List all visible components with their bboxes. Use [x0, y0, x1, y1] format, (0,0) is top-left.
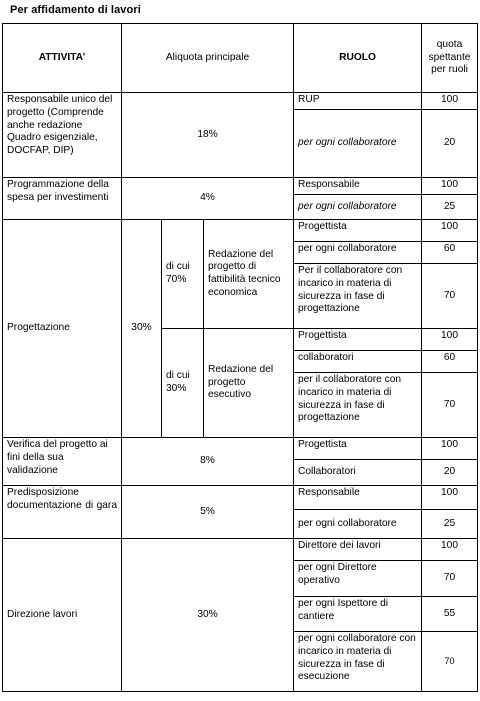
activity-direzione: Direzione lavori — [3, 539, 122, 692]
role-cell: per il collaboratore con incarico in materia di sicurezza in fase di progettazione — [294, 373, 422, 438]
rate-progettazione: 30% — [122, 220, 162, 438]
quota-cell: 100 — [422, 220, 478, 242]
role-cell: Progettista — [294, 438, 422, 460]
role-cell: per ogni Direttore operativo — [294, 561, 422, 597]
activity-predisposizione: Predisposizione documentazione di gara — [3, 486, 122, 539]
table-row — [3, 486, 478, 510]
quota-cell: 55 — [422, 597, 478, 632]
role-cell: per ogni Ispettore di cantiere — [294, 597, 422, 632]
page-title: Per affidamento di lavori — [10, 4, 141, 16]
quota-cell: 60 — [422, 242, 478, 264]
role-cell: collaboratori — [294, 351, 422, 373]
role-cell: Progettista — [294, 220, 422, 242]
header-attivita: ATTIVITA’ — [3, 24, 122, 93]
role-cell: per ogni collaboratore — [294, 195, 422, 220]
quota-cell: 100 — [422, 438, 478, 460]
header-ruolo: RUOLO — [294, 24, 422, 93]
table-row — [3, 178, 478, 195]
quota-cell: 100 — [422, 486, 478, 510]
rate-verifica: 8% — [122, 438, 294, 486]
quota-cell: 100 — [422, 93, 478, 110]
subrate-30: di cui 30% — [162, 329, 204, 438]
role-cell: Progettista — [294, 329, 422, 351]
quota-cell: 25 — [422, 510, 478, 539]
quota-cell: 70 — [422, 373, 478, 438]
role-cell: Responsabile — [294, 178, 422, 195]
table-row — [3, 539, 478, 561]
sub-desc-esecutivo: Redazione del progetto esecutivo — [204, 329, 294, 438]
quota-cell: 70 — [422, 561, 478, 597]
role-cell: Collaboratori — [294, 460, 422, 486]
header-quota: quota spettante per ruoli — [422, 24, 478, 93]
role-cell: per ogni collaboratore — [294, 242, 422, 264]
table-header-row — [3, 24, 478, 93]
quota-cell: 20 — [422, 460, 478, 486]
role-cell: Direttore dei lavori — [294, 539, 422, 561]
role-cell: per ogni collaboratore — [294, 110, 422, 178]
rate-predisposizione: 5% — [122, 486, 294, 539]
role-cell: RUP — [294, 93, 422, 110]
role-cell: per ogni collaboratore — [294, 510, 422, 539]
quota-cell: 70 — [422, 632, 478, 692]
quota-cell: 20 — [422, 110, 478, 178]
table-row — [3, 438, 478, 460]
activity-verifica: Verifica del progetto ai fini della sua validazione — [3, 438, 122, 486]
role-cell: per ogni collaboratore con incarico in materia di sicurezza in fase di esecuzione — [294, 632, 422, 692]
subrate-70: di cui 70% — [162, 220, 204, 329]
quota-cell: 25 — [422, 195, 478, 220]
quota-cell: 70 — [422, 264, 478, 329]
compensation-table — [2, 23, 478, 692]
activity-rup: Responsabile unico del progetto (Comprende anche redazione Quadro esigenziale, DOCFAP, DIP) — [3, 93, 122, 178]
rate-rup: 18% — [122, 93, 294, 178]
table-row — [3, 220, 478, 242]
rate-programmazione: 4% — [122, 178, 294, 220]
header-aliquota: Aliquota principale — [122, 24, 294, 93]
rate-direzione: 30% — [122, 539, 294, 692]
role-cell: Responsabile — [294, 486, 422, 510]
quota-cell: 100 — [422, 178, 478, 195]
table-row — [3, 93, 478, 110]
activity-progettazione: Progettazione — [3, 220, 122, 438]
quota-cell: 100 — [422, 329, 478, 351]
quota-cell: 100 — [422, 539, 478, 561]
activity-programmazione: Programmazione della spesa per investimenti — [3, 178, 122, 220]
sub-desc-fattibilita: Redazione del progetto di fattibilità tecnico economica — [204, 220, 294, 329]
quota-cell: 60 — [422, 351, 478, 373]
role-cell: Per il collaboratore con incarico in materia di sicurezza in fase di progettazione — [294, 264, 422, 329]
